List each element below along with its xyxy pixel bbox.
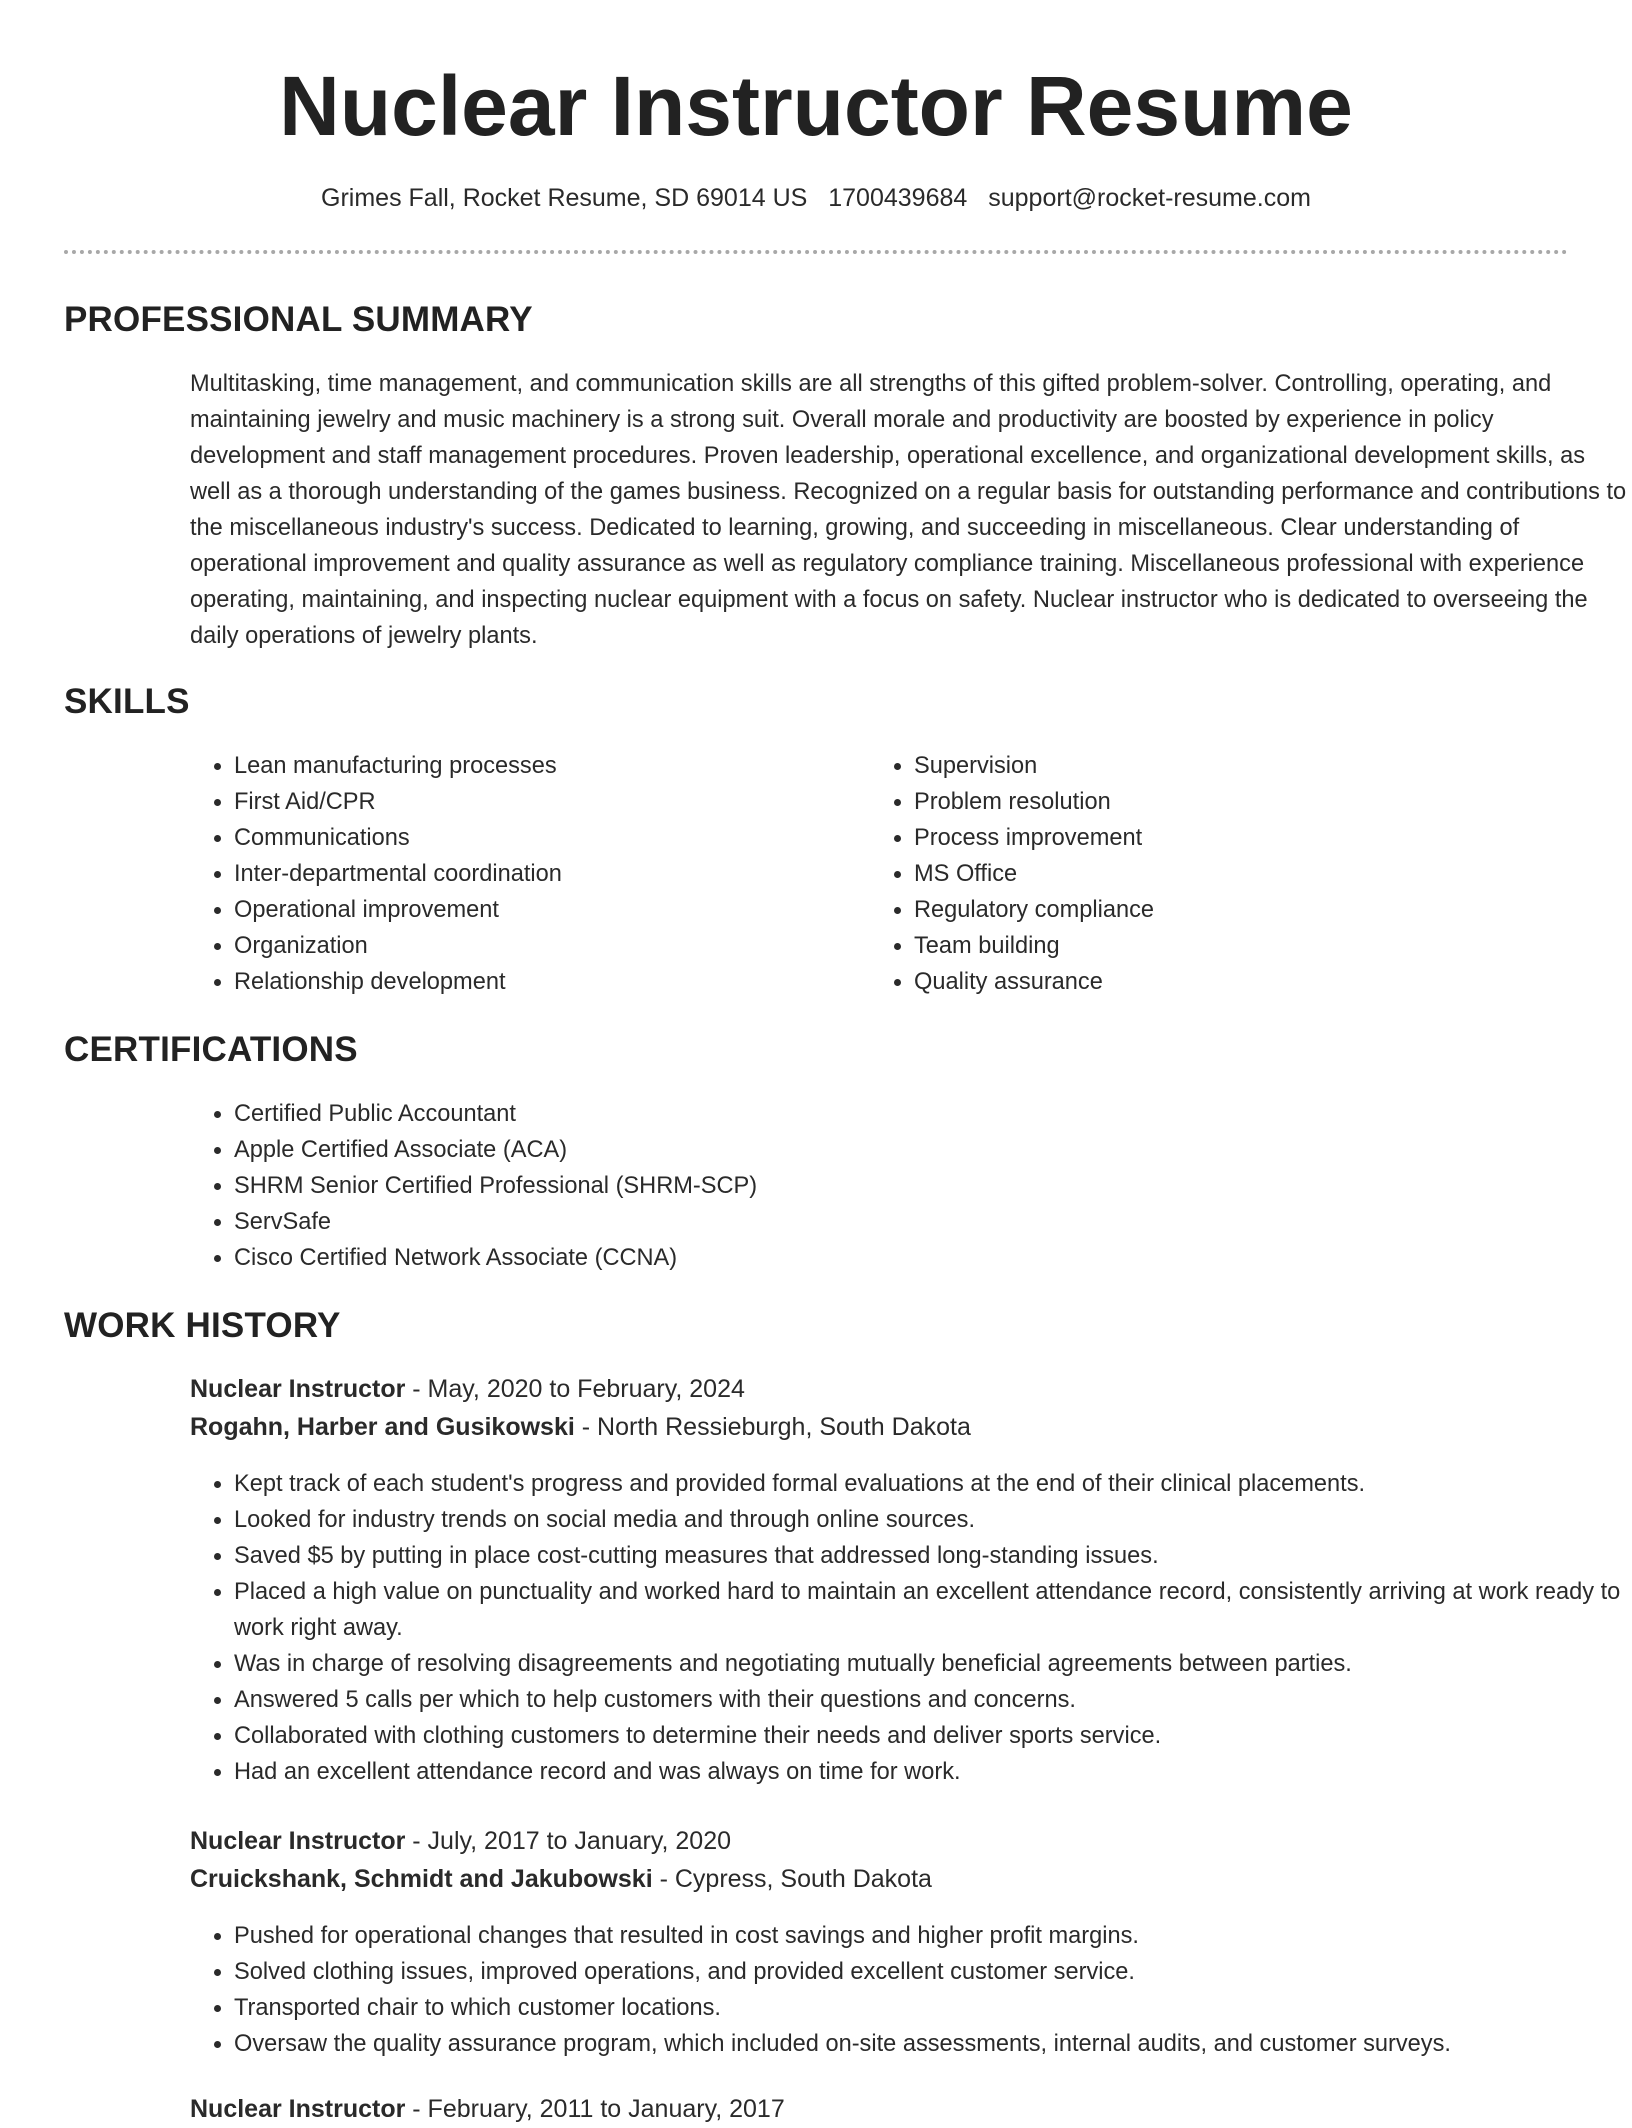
job-company-line bbox=[190, 1860, 932, 1898]
section-title-work-history: WORK HISTORY bbox=[64, 1306, 341, 1345]
section-title-skills: SKILLS bbox=[64, 682, 190, 721]
summary-text: Multitasking, time management, and communication skills are all strengths of this gifted problem-solver. Controlling, operating, and maintaining jewelry and music machinery is a strong suit. Overall morale and productivity are boosted by experience in policy development and staff management procedures. Proven leadership, operational excellence, and organizational development skills, as well as a thorough understanding of the games business. Recognized on a regular basis for outstanding performance and contributions to the miscellaneous industry's success. Dedicated to learning, growing, and succeeding in miscellaneous. Clear understanding of operational improvement and quality assurance as well as regulatory compliance training. Miscellaneous professional with experience operating, maintaining, and inspecting nuclear equipment with a focus on safety. Nuclear instructor who is dedicated to overseeing the daily operations of jewelry plants. bbox=[190, 371, 1627, 649]
list-item: • Was in charge of resolving disagreements and negotiating mutually beneficial agreements between parties. bbox=[234, 1646, 1632, 1682]
job-bullets bbox=[190, 1918, 1632, 2062]
list-item: • Oversaw the quality assurance program, which included on-site assessments, internal audits, and customer surveys. bbox=[234, 2026, 1632, 2062]
job-dates: - February, 2011 to January, 2017 bbox=[405, 2095, 785, 2123]
list-item: • Problem resolution bbox=[914, 784, 1564, 820]
list-item: • Quality assurance bbox=[914, 964, 1564, 1000]
skills-list-left bbox=[190, 748, 864, 1000]
job-title: Nuclear Instructor bbox=[190, 1827, 406, 1855]
list-item: • Pushed for operational changes that resulted in cost savings and higher profit margins. bbox=[234, 1918, 1632, 1954]
list-item: • Transported chair to which customer locations. bbox=[234, 1990, 1632, 2026]
job-company: Cruickshank, Schmidt and Jakubowski bbox=[190, 1865, 653, 1893]
job-title-line bbox=[190, 2090, 785, 2128]
job-company-line bbox=[190, 1408, 971, 1446]
section-title-certifications: CERTIFICATIONS bbox=[64, 1030, 358, 1069]
job-title-line bbox=[190, 1822, 731, 1860]
job-company: Rogahn, Harber and Gusikowski bbox=[190, 1413, 575, 1441]
contact-line bbox=[64, 180, 1568, 216]
list-item: • Had an excellent attendance record and was always on time for work. bbox=[234, 1754, 1632, 1790]
list-item: • Lean manufacturing processes bbox=[234, 748, 864, 784]
list-item: • Team building bbox=[914, 928, 1564, 964]
list-item: • Placed a high value on punctuality and worked hard to maintain an excellent attendance record, consistently arriving at work ready to work right away. bbox=[234, 1574, 1632, 1646]
list-item: • Kept track of each student's progress and provided formal evaluations at the end of their clinical placements. bbox=[234, 1466, 1632, 1502]
page-title: Nuclear Instructor Resume bbox=[279, 59, 1353, 153]
list-item: • SHRM Senior Certified Professional (SHRM-SCP) bbox=[234, 1168, 1534, 1204]
list-item: • Solved clothing issues, improved operations, and provided excellent customer service. bbox=[234, 1954, 1632, 1990]
job-dates: - July, 2017 to January, 2020 bbox=[405, 1827, 732, 1855]
list-item: • Answered 5 calls per which to help customers with their questions and concerns. bbox=[234, 1682, 1632, 1718]
list-item: • Relationship development bbox=[234, 964, 864, 1000]
list-item: • Looked for industry trends on social media and through online sources. bbox=[234, 1502, 1632, 1538]
job-title: Nuclear Instructor bbox=[190, 2095, 406, 2123]
job-location: - North Ressieburgh, South Dakota bbox=[574, 1413, 971, 1441]
list-item: • Collaborated with clothing customers to determine their needs and deliver sports service. bbox=[234, 1718, 1632, 1754]
contact-address: Grimes Fall, Rocket Resume, SD 69014 US bbox=[321, 184, 808, 212]
list-item: • Regulatory compliance bbox=[914, 892, 1564, 928]
list-item: • ServSafe bbox=[234, 1204, 1534, 1240]
section-title-summary: PROFESSIONAL SUMMARY bbox=[64, 300, 533, 339]
list-item: • Apple Certified Associate (ACA) bbox=[234, 1132, 1534, 1168]
list-item: • Cisco Certified Network Associate (CCNA) bbox=[234, 1240, 1534, 1276]
job-title: Nuclear Instructor bbox=[190, 1375, 406, 1403]
list-item: • Operational improvement bbox=[234, 892, 864, 928]
list-item: • MS Office bbox=[914, 856, 1564, 892]
list-item: • Certified Public Accountant bbox=[234, 1096, 1534, 1132]
job-title-line bbox=[190, 1370, 745, 1408]
contact-phone: 1700439684 bbox=[828, 184, 968, 212]
job-dates: - May, 2020 to February, 2024 bbox=[405, 1375, 745, 1403]
job-location: - Cypress, South Dakota bbox=[652, 1865, 932, 1893]
list-item: • Saved $5 by putting in place cost-cutting measures that addressed long-standing issues. bbox=[234, 1538, 1632, 1574]
list-item: • Organization bbox=[234, 928, 864, 964]
list-item: • Communications bbox=[234, 820, 864, 856]
certifications-list bbox=[190, 1096, 1534, 1276]
list-item: • Process improvement bbox=[914, 820, 1564, 856]
header-divider bbox=[64, 250, 1568, 254]
contact-email[interactable]: support@rocket-resume.com bbox=[988, 184, 1311, 212]
list-item: • Inter-departmental coordination bbox=[234, 856, 864, 892]
list-item: • First Aid/CPR bbox=[234, 784, 864, 820]
skills-list-right bbox=[870, 748, 1564, 1000]
job-bullets bbox=[190, 1466, 1632, 1790]
list-item: • Supervision bbox=[914, 748, 1564, 784]
